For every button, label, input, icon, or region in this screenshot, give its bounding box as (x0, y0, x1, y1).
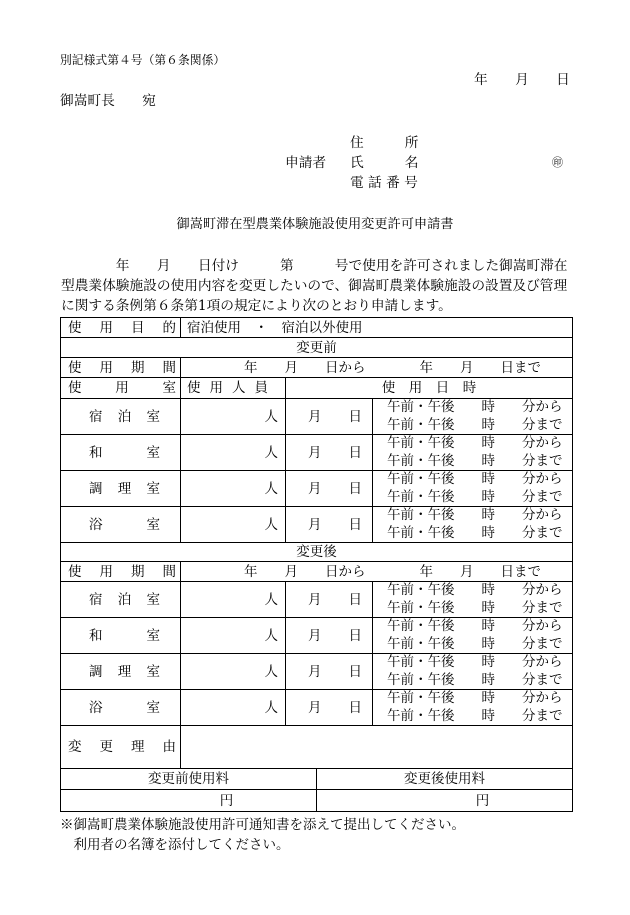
before-people-count-field[interactable]: 人 (181, 471, 286, 507)
after-time-from: 午前・午後 時 分から (387, 690, 563, 706)
before-time-from: 午前・午後 時 分から (387, 471, 563, 487)
before-room-name: 調 理 室 (61, 471, 181, 507)
after-heading-section (61, 543, 573, 582)
table-top-section (61, 318, 573, 399)
before-room-row (61, 507, 573, 543)
after-room-name: 和 室 (61, 618, 181, 654)
after-heading: 変更後 (61, 543, 573, 562)
note-line: ※御嵩町農業体験施設使用許可通知書を添えて提出してください。 (60, 817, 465, 833)
after-time-from: 午前・午後 時 分から (387, 582, 563, 598)
before-use-date-field[interactable]: 月 日 (286, 435, 373, 471)
after-heading-row (61, 543, 573, 562)
after-room-name: 調 理 室 (61, 654, 181, 690)
table-bottom-section (61, 726, 573, 812)
change-reason-field[interactable] (181, 726, 573, 769)
before-use-time-field[interactable] (373, 399, 573, 435)
after-room-name: 宿 泊 室 (61, 582, 181, 618)
before-period-field[interactable]: 年 月 日から 年 月 日まで (181, 358, 573, 378)
before-time-from: 午前・午後 時 分から (387, 399, 563, 415)
before-time-to: 午前・午後 時 分まで (387, 524, 563, 541)
after-room-row (61, 582, 573, 618)
fee-label-row (61, 769, 573, 790)
fee-after-label: 変更後使用料 (317, 769, 573, 790)
before-room-row (61, 435, 573, 471)
after-people-count-field[interactable]: 人 (181, 582, 286, 618)
after-people-count-field[interactable]: 人 (181, 654, 286, 690)
paragraph-line: 年 月 日付け 第 号で使用を許可されました御嵩町滞在 (61, 258, 568, 274)
document-title: 御嵩町滞在型農業体験施設使用変更許可申請書 (176, 217, 454, 232)
after-people-count-field[interactable]: 人 (181, 690, 286, 726)
before-use-time-field[interactable] (373, 507, 573, 543)
after-use-time-field[interactable] (373, 618, 573, 654)
application-date-field[interactable]: 年 月 日 (474, 72, 570, 88)
after-time-from: 午前・午後 時 分から (387, 654, 563, 670)
room-header-row (61, 378, 573, 399)
paragraph-line: に関する条例第６条第1項の規定により次のとおり申請します。 (61, 298, 452, 314)
form-number: 別記様式第４号（第６条関係） (60, 53, 226, 67)
after-rooms (61, 582, 573, 726)
after-time-to: 午前・午後 時 分まで (387, 635, 563, 652)
purpose-row (61, 318, 573, 338)
before-time-to: 午前・午後 時 分まで (387, 416, 563, 433)
after-use-time-field[interactable] (373, 582, 573, 618)
before-time-from: 午前・午後 時 分から (387, 435, 563, 451)
before-use-date-field[interactable]: 月 日 (286, 471, 373, 507)
before-room-name: 宿 泊 室 (61, 399, 181, 435)
reason-row (61, 726, 573, 769)
addressee: 御嵩町長 宛 (60, 93, 156, 109)
before-use-date-field[interactable]: 月 日 (286, 399, 373, 435)
before-period-row (61, 358, 573, 378)
after-use-date-field[interactable]: 月 日 (286, 654, 373, 690)
after-use-date-field[interactable]: 月 日 (286, 690, 373, 726)
after-people-count-field[interactable]: 人 (181, 618, 286, 654)
before-room-row (61, 471, 573, 507)
after-use-time-field[interactable] (373, 654, 573, 690)
before-period-label: 使 用 期 間 (61, 358, 181, 378)
note-line: 利用者の名簿を添付してください。 (60, 837, 290, 853)
seal-mark-icon: ㊞ (552, 156, 563, 169)
change-reason-label: 変 更 理 由 (61, 726, 181, 769)
after-time-to: 午前・午後 時 分まで (387, 671, 563, 688)
after-room-row (61, 654, 573, 690)
before-people-count-field[interactable]: 人 (181, 507, 286, 543)
before-time-from: 午前・午後 時 分から (387, 507, 563, 523)
before-time-to: 午前・午後 時 分まで (387, 452, 563, 469)
before-room-name: 和 室 (61, 435, 181, 471)
request-paragraph (61, 256, 572, 316)
after-use-time-field[interactable] (373, 690, 573, 726)
fee-before-label: 変更前使用料 (61, 769, 317, 790)
after-room-name: 浴 室 (61, 690, 181, 726)
after-time-from: 午前・午後 時 分から (387, 618, 563, 634)
before-use-date-field[interactable]: 月 日 (286, 507, 373, 543)
datetime-header: 使 用 日 時 (286, 378, 573, 399)
people-header: 使 用 人 員 (181, 378, 286, 399)
paragraph-line: 型農業体験施設の使用内容を変更したいので、御嵩町農業体験施設の設置及び管理 (61, 278, 568, 294)
applicant-label: 申請者 (285, 155, 327, 171)
after-period-label: 使 用 期 間 (61, 562, 181, 582)
after-use-date-field[interactable]: 月 日 (286, 582, 373, 618)
purpose-options[interactable]: 宿泊使用 ・ 宿泊以外使用 (181, 318, 573, 338)
before-room-row (61, 399, 573, 435)
before-use-time-field[interactable] (373, 471, 573, 507)
after-time-to: 午前・午後 時 分まで (387, 707, 563, 724)
after-period-field[interactable]: 年 月 日から 年 月 日まで (181, 562, 573, 582)
name-label: 氏 名 (350, 155, 419, 171)
after-use-date-field[interactable]: 月 日 (286, 618, 373, 654)
notes (60, 815, 465, 855)
before-people-count-field[interactable]: 人 (181, 399, 286, 435)
after-room-row (61, 618, 573, 654)
address-label: 住 所 (350, 135, 419, 151)
before-time-to: 午前・午後 時 分まで (387, 488, 563, 505)
purpose-label: 使 用 目 的 (61, 318, 181, 338)
after-period-row (61, 562, 573, 582)
before-people-count-field[interactable]: 人 (181, 435, 286, 471)
before-rooms (61, 399, 573, 543)
before-heading-row (61, 338, 573, 358)
before-use-time-field[interactable] (373, 435, 573, 471)
fee-before-field[interactable]: 円 (61, 790, 317, 812)
phone-label: 電 話 番 号 (350, 175, 418, 191)
after-time-to: 午前・午後 時 分まで (387, 599, 563, 616)
fee-value-row (61, 790, 573, 812)
before-heading: 変更前 (61, 338, 573, 358)
application-table (60, 317, 573, 812)
after-room-row (61, 690, 573, 726)
before-room-name: 浴 室 (61, 507, 181, 543)
fee-after-field[interactable]: 円 (317, 790, 573, 812)
room-header: 使 用 室 (61, 378, 181, 399)
